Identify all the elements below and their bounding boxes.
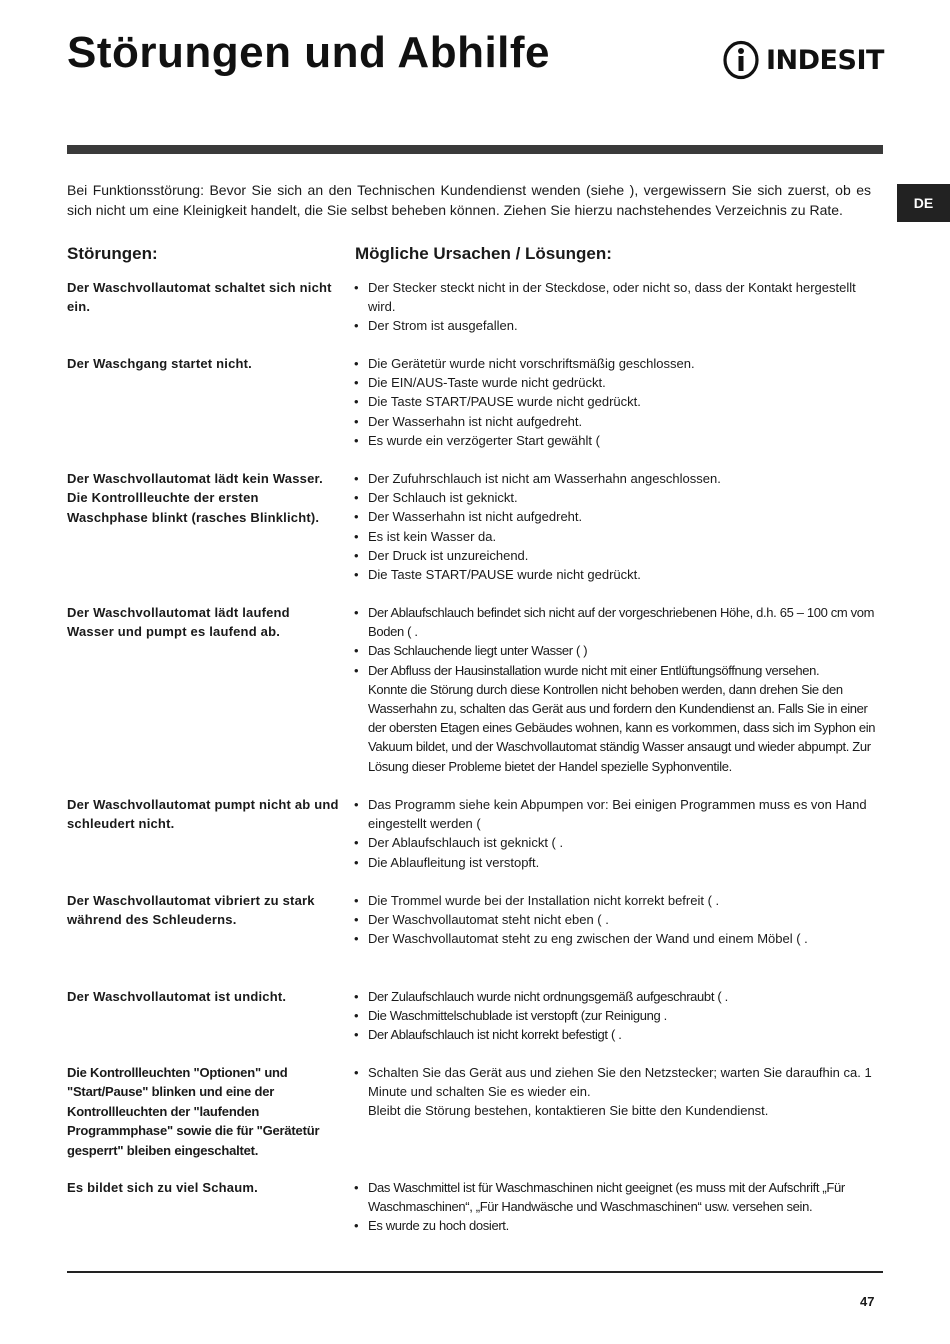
cause-item: • Der Ablaufschlauch befindet sich nicht auf der vorgeschriebenen Höhe, d.h. 65 – 100 cm vom Boden ( . (354, 603, 884, 641)
cause-item-continuation: Konnte die Störung durch diese Kontrollen nicht behoben werden, dann drehen Sie den Wasserhahn zu, schalten das Gerät aus und fordern den Kundendienst an. Falls Sie in einer der obersten Etagen eines Gebäudes wohnen, kann es vorkommen, dass sich im Syphon ein Vakuum bildet, und der Waschvollautomat ständig Wasser ansaugt und wieder abpumpt. Zur Lösung dieser Probleme bietet der Handel spezielle Syphonventile. (368, 681, 876, 774)
cause-item-continuation: Bleibt die Störung bestehen, kontaktieren Sie bitte den Kundendienst. (368, 1103, 769, 1119)
cause-item: • Die Waschmittelschublade ist verstopft (zur Reinigung . (354, 1006, 884, 1025)
cause-item: • Der Zulaufschlauch wurde nicht ordnungsgemäß aufgeschraubt ( . (354, 987, 884, 1006)
cause-item: • Der Druck ist unzureichend. (354, 546, 884, 565)
cause-item: • Der Wasserhahn ist nicht aufgedreht. (354, 507, 884, 526)
problem-text: Der Waschvollautomat lädt laufend Wasser und pumpt es laufend ab. (67, 605, 290, 640)
problem-text: Die Kontrollleuchten "Optionen" und "Start/Pause" blinken und eine der Kontrollleuchten der "laufenden Programmphase" sowie die für "Gerätetür gesperrt" bleiben eingeschaltet. (67, 1065, 320, 1158)
cause-list (354, 795, 884, 872)
cause-list (354, 469, 884, 584)
problem-text: Der Waschvollautomat ist undicht. (67, 989, 287, 1004)
problem-text: Der Waschvollautomat pumpt nicht ab und schleudert nicht. (67, 797, 339, 832)
brand-name: INDESIT (766, 44, 884, 76)
cause-item: • Es wurde ein verzögerter Start gewählt ( (354, 431, 884, 450)
cause-list (354, 603, 884, 776)
cause-item: • Der Wasserhahn ist nicht aufgedreht. (354, 412, 884, 431)
page-title: Störungen und Abhilfe (67, 28, 551, 77)
cause-item: • Die Ablaufleitung ist verstopft. (354, 853, 884, 872)
cause-item: • Die EIN/AUS-Taste wurde nicht gedrückt. (354, 373, 884, 392)
cause-item: • Die Taste START/PAUSE wurde nicht gedrückt. (354, 392, 884, 411)
header-rule (67, 145, 883, 154)
footer-rule (67, 1271, 883, 1273)
cause-item: • Der Schlauch ist geknickt. (354, 488, 884, 507)
cause-item: • Die Gerätetür wurde nicht vorschriftsmäßig geschlossen. (354, 354, 884, 373)
problem-text: Es bildet sich zu viel Schaum. (67, 1180, 258, 1195)
cause-item: • Das Waschmittel ist für Waschmaschinen nicht geeignet (es muss mit der Aufschrift „Für Waschmaschinen“, „Für Handwäsche und Waschmaschinen“ usw. versehen sein. (354, 1178, 884, 1216)
cause-list (354, 354, 884, 450)
cause-item: • Schalten Sie das Gerät aus und ziehen Sie den Netzstecker; warten Sie daraufhin ca. 1 Minute und schalten Sie es wieder ein. (354, 1063, 884, 1101)
cause-item: • Der Waschvollautomat steht zu eng zwischen der Wand und einem Möbel ( . (354, 929, 884, 948)
problem-text: Der Waschgang startet nicht. (67, 356, 252, 371)
cause-list (354, 987, 884, 1045)
cause-list (354, 1178, 884, 1236)
cause-item: • Der Stecker steckt nicht in der Steckdose, oder nicht so, dass der Kontakt hergestellt wird. (354, 278, 884, 316)
cause-item: • Die Taste START/PAUSE wurde nicht gedrückt. (354, 565, 884, 584)
cause-item: • Der Waschvollautomat steht nicht eben ( . (354, 910, 884, 929)
page-number: 47 (860, 1294, 875, 1309)
cause-item: • Der Ablaufschlauch ist geknickt ( . (354, 833, 884, 852)
cause-item: • Das Schlauchende liegt unter Wasser ( ) (354, 641, 884, 660)
cause-item: • Der Abfluss der Hausinstallation wurde nicht mit einer Entlüftungsöffnung versehen. (354, 661, 884, 680)
cause-item: • Das Programm siehe kein Abpumpen vor: Bei einigen Programmen muss es von Hand eingestellt werden ( (354, 795, 884, 833)
cause-item: • Es wurde zu hoch dosiert. (354, 1216, 884, 1235)
brand-logo (722, 38, 884, 82)
cause-item: • Der Zufuhrschlauch ist nicht am Wasserhahn angeschlossen. (354, 469, 884, 488)
problem-text: Der Waschvollautomat schaltet sich nicht ein. (67, 280, 332, 315)
problem-text: Der Waschvollautomat vibriert zu stark während des Schleuderns. (67, 893, 315, 928)
intro-paragraph: Bei Funktionsstörung: Bevor Sie sich an den Technischen Kundendienst wenden (siehe ), vergewissern Sie sich zuerst, ob es sich nicht um eine Kleinigkeit handelt, die Sie selbst beheben können. Ziehen Sie hierzu nachstehendes Verzeichnis zu Rate. (67, 182, 871, 218)
indesit-i-icon (722, 40, 760, 80)
cause-item: • Die Trommel wurde bei der Installation nicht korrekt befreit ( . (354, 891, 884, 910)
cause-list (354, 1063, 884, 1121)
problems-header: Störungen: (67, 244, 158, 263)
cause-list (354, 891, 884, 949)
language-tab: DE (897, 184, 950, 222)
cause-item: • Es ist kein Wasser da. (354, 527, 884, 546)
cause-list (354, 278, 884, 336)
problem-text: Der Waschvollautomat lädt kein Wasser. Die Kontrollleuchte der ersten Waschphase blinkt (rasches Blinklicht). (67, 471, 323, 525)
cause-item: • Der Ablaufschlauch ist nicht korrekt befestigt ( . (354, 1025, 884, 1044)
causes-header: Mögliche Ursachen / Lösungen: (355, 244, 612, 263)
cause-item: • Der Strom ist ausgefallen. (354, 316, 884, 335)
